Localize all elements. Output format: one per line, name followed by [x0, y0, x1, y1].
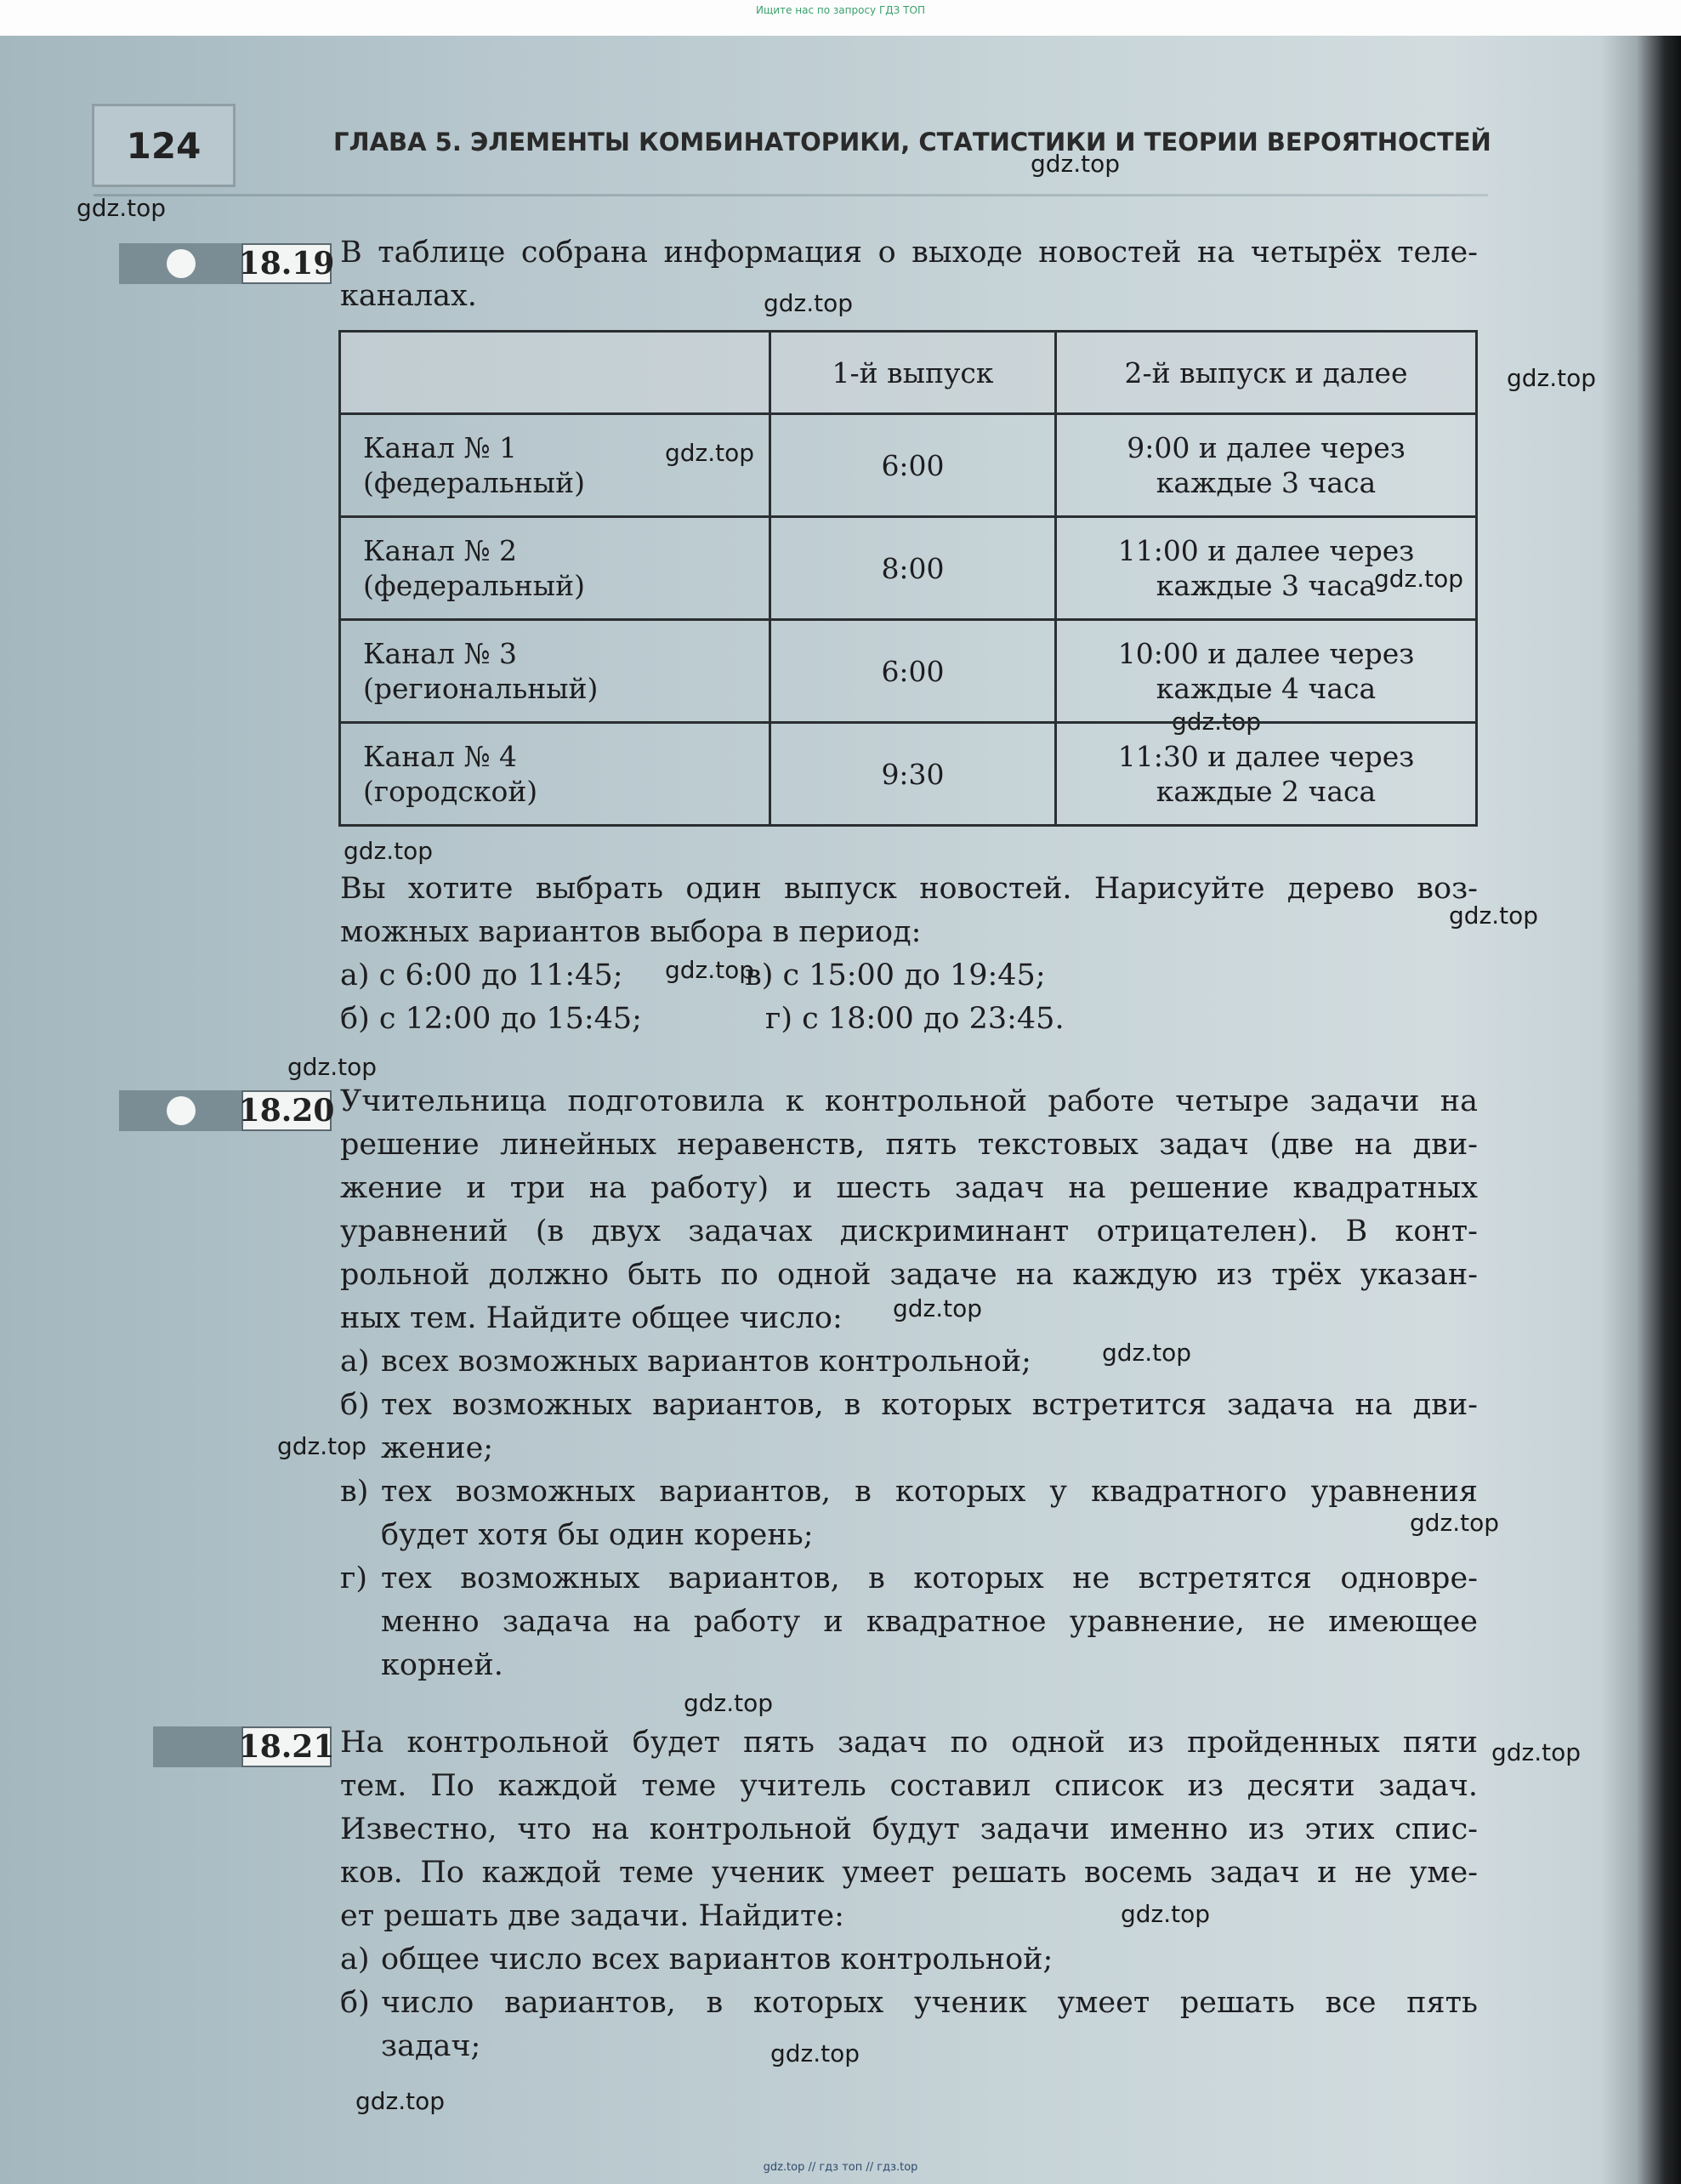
chapter-title: ГЛАВА 5. ЭЛЕМЕНТЫ КОМБИНАТОРИКИ, СТАТИСТИКИ И ТЕОРИИ ВЕРОЯТНОСТЕЙ — [333, 128, 1491, 156]
option-g: г) с 18:00 до 23:45. — [765, 1002, 1065, 1036]
table-row — [340, 620, 1477, 723]
next-release-interval: каждые 2 часа — [1156, 775, 1377, 808]
item-mark: б) — [340, 1388, 370, 1422]
watermark: gdz.top — [1031, 150, 1121, 178]
item-mark: г) — [340, 1561, 367, 1595]
watermark: gdz.top — [684, 1689, 774, 1717]
watermark: gdz.top — [1172, 708, 1262, 736]
watermark: gdz.top — [665, 956, 755, 984]
first-release-cell: 8:00 — [770, 517, 1056, 620]
table-row — [340, 517, 1477, 620]
difficulty-circle-icon — [167, 1096, 196, 1125]
task-18-20-line: жение и три на работу) и шесть задач на решение квадратных — [340, 1171, 1478, 1205]
item-text: жение; — [381, 1431, 494, 1465]
task-18-20-line: решение линейных неравенств, пять текстовых задач (две на дви- — [340, 1128, 1478, 1162]
channel-cell — [340, 517, 770, 620]
page-number: 124 — [92, 104, 236, 187]
next-release-line: 11:30 и далее через — [1117, 740, 1415, 773]
next-release-cell — [1056, 517, 1477, 620]
item-mark: а) — [340, 1942, 370, 1976]
channel-type: (федеральный) — [363, 466, 585, 499]
item-mark: в) — [340, 1475, 369, 1509]
difficulty-circle-icon — [167, 249, 196, 278]
watermark: gdz.top — [893, 1294, 983, 1322]
item-text: тех возможных вариантов, в которых не встретятся одновре- — [381, 1561, 1478, 1595]
channel-cell — [340, 723, 770, 826]
item-text: тех возможных вариантов, в которых встретится задача на дви- — [381, 1388, 1478, 1422]
channel-cell — [340, 620, 770, 723]
first-release-cell: 6:00 — [770, 414, 1056, 517]
watermark: gdz.top — [1507, 364, 1597, 392]
next-release-interval: каждые 4 часа — [1156, 672, 1377, 705]
option-b: б) с 12:00 до 15:45; — [340, 1002, 642, 1036]
watermark: gdz.top — [1121, 1900, 1211, 1928]
item-mark: б) — [340, 1986, 370, 2020]
top-strip — [0, 0, 1681, 36]
task-18-21-line: ков. По каждой теме ученик умеет решать восемь задач и не уме- — [340, 1856, 1478, 1890]
next-release-interval: каждые 3 часа — [1156, 569, 1377, 602]
watermark: gdz.top — [287, 1053, 378, 1081]
search-hint: Ищите нас по запросу ГДЗ ТОП — [756, 4, 925, 16]
watermark: gdz.top — [344, 837, 434, 865]
option-v: в) с 15:00 до 19:45; — [745, 958, 1046, 992]
table-header-row — [340, 332, 1477, 414]
item-text: всех возможных вариантов контрольной; — [381, 1345, 1031, 1379]
watermark: gdz.top — [277, 1432, 367, 1460]
task-18-19-question-line: Вы хотите выбрать один выпуск новостей. Нарисуйте дерево воз- — [340, 872, 1478, 906]
task-marker — [153, 1726, 245, 1767]
task-18-21-line: Известно, что на контрольной будут задачи именно из этих спис- — [340, 1812, 1478, 1846]
task-18-21-line: тем. По каждой теме учитель составил список из десяти задач. — [340, 1769, 1478, 1803]
next-release-cell — [1056, 723, 1477, 826]
task-18-20-line: уравнений (в двух задачах дискриминант отрицателен). В конт- — [340, 1214, 1478, 1248]
watermark: gdz.top — [77, 194, 167, 222]
task-18-20-line: Учительница подготовила к контрольной работе четыре задачи на — [340, 1084, 1478, 1118]
task-18-19-intro-line: каналах. — [340, 279, 477, 313]
news-schedule-table — [338, 330, 1478, 827]
channel-type: (региональный) — [363, 672, 599, 705]
watermark: gdz.top — [1491, 1738, 1582, 1766]
item-text: задач; — [381, 2029, 481, 2063]
option-a: а) с 6:00 до 11:45; — [340, 958, 623, 992]
item-text: корней. — [381, 1648, 503, 1682]
channel-type: (городской) — [363, 775, 538, 808]
header-cell-channel — [340, 332, 770, 414]
next-release-line: 9:00 и далее через — [1127, 431, 1406, 464]
next-release-line: 10:00 и далее через — [1117, 637, 1415, 670]
next-release-line: 11:00 и далее через — [1117, 534, 1415, 567]
book-gutter-shadow — [1600, 0, 1681, 2184]
watermark: gdz.top — [1102, 1339, 1192, 1367]
task-number-18-20: 18.20 — [241, 1090, 332, 1131]
item-text: тех возможных вариантов, в которых у квадратного уравнения — [381, 1475, 1478, 1509]
channel-name: Канал № 4 — [363, 740, 518, 773]
item-text: число вариантов, в которых ученик умеет решать все пять — [381, 1986, 1478, 2020]
channel-type: (федеральный) — [363, 569, 585, 602]
watermark: gdz.top — [764, 289, 854, 317]
task-number-18-19: 18.19 — [241, 243, 332, 284]
channel-name: Канал № 1 — [363, 431, 518, 464]
item-text: будет хотя бы один корень; — [381, 1518, 814, 1552]
watermark: gdz.top — [1410, 1509, 1500, 1537]
watermark: gdz.top — [665, 439, 755, 467]
next-release-interval: каждые 3 часа — [1156, 466, 1377, 499]
table-row — [340, 414, 1477, 517]
watermark: gdz.top — [355, 2087, 446, 2115]
task-18-20-line: ных тем. Найдите общее число: — [340, 1301, 843, 1335]
task-marker-easy — [119, 243, 245, 284]
task-18-19-intro-line: В таблице собрана информация о выходе новостей на четырёх теле- — [340, 236, 1478, 270]
header-cell-first: 1-й выпуск — [770, 332, 1056, 414]
task-18-21-line: На контрольной будет пять задач по одной из пройденных пяти — [340, 1726, 1478, 1760]
item-mark: а) — [340, 1345, 370, 1379]
task-18-19-question-line: можных вариантов выбора в период: — [340, 915, 922, 949]
item-text: общее число всех вариантов контрольной; — [381, 1942, 1053, 1976]
header-cell-next: 2-й выпуск и далее — [1056, 332, 1477, 414]
footer-links: gdz.top // гдз топ // гдз.top — [763, 2161, 918, 2174]
task-marker-easy — [119, 1090, 245, 1131]
channel-cell — [340, 414, 770, 517]
watermark: gdz.top — [1374, 565, 1464, 593]
task-18-21-line: ет решать две задачи. Найдите: — [340, 1899, 844, 1933]
next-release-cell — [1056, 414, 1477, 517]
watermark: gdz.top — [770, 2039, 860, 2067]
item-text: менно задача на работу и квадратное уравнение, не имеющее — [381, 1605, 1478, 1639]
next-release-cell — [1056, 620, 1477, 723]
first-release-cell: 9:30 — [770, 723, 1056, 826]
first-release-cell: 6:00 — [770, 620, 1056, 723]
channel-name: Канал № 2 — [363, 534, 518, 567]
header-rule — [94, 194, 1488, 196]
channel-name: Канал № 3 — [363, 637, 518, 670]
task-18-20-line: рольной должно быть по одной задаче на каждую из трёх указан- — [340, 1258, 1478, 1292]
watermark: gdz.top — [1449, 901, 1539, 930]
task-number-18-21: 18.21 — [241, 1726, 332, 1767]
table-row — [340, 723, 1477, 826]
